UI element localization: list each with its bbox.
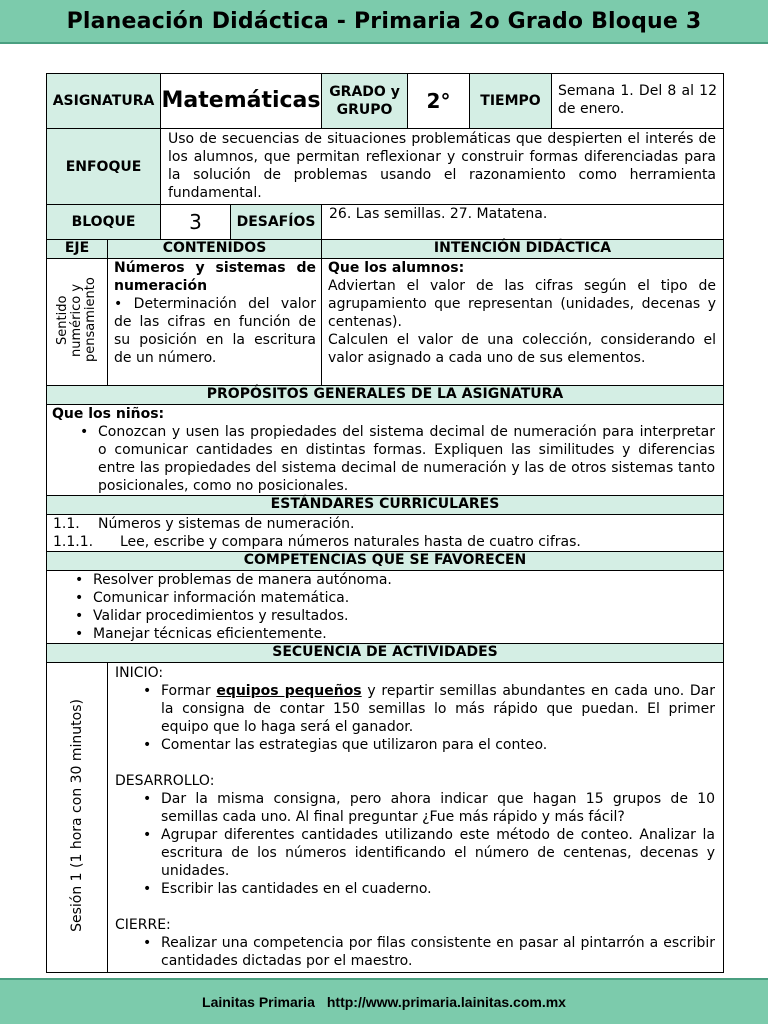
estandar-line-1: 1.1. Números y sistemas de numeración. (53, 516, 355, 532)
asignatura-label: ASIGNATURA (47, 74, 161, 129)
secuencia-heading: SECUENCIA DE ACTIVIDADES (47, 644, 724, 663)
bloque-label: BLOQUE (47, 205, 161, 240)
eje-cell (47, 259, 108, 386)
col-intencion: INTENCIÓN DIDÁCTICA (322, 240, 724, 259)
propositos-heading: PROPÓSITOS GENERALES DE LA ASIGNATURA (47, 386, 724, 405)
activities-cell (108, 663, 724, 973)
col-contenidos: CONTENIDOS (108, 240, 322, 259)
inicio-item-2: • Comentar las estrategias que utilizaron para el conteo. (115, 736, 715, 754)
grado-label: GRADO y GRUPO (322, 74, 408, 129)
tiempo-value: Semana 1. Del 8 al 12 de enero. (552, 74, 724, 129)
propositos-list (52, 423, 715, 495)
page-header (0, 0, 768, 44)
cierre-list (115, 934, 715, 970)
intencion-line-1: Adviertan el valor de las cifras según el tipo de agrupamiento que representan (unidades, decenas y centenas). (328, 278, 717, 330)
asignatura-value: Matemáticas (161, 74, 322, 129)
contenidos-cell (108, 259, 322, 386)
estandares-cell (47, 515, 724, 552)
page-title: Planeación Didáctica - Primaria 2o Grado Bloque 3 (66, 8, 702, 34)
propositos-lead: Que los niños: (52, 406, 165, 422)
inicio-item-1: • Formar equipos pequeños y repartir semillas abundantes en cada uno. Dar la consigna de contar 150 semillas lo más rápido que puedan. El primer equipo que lo haga será el ganador. (115, 682, 715, 736)
desafios-label: DESAFÍOS (231, 205, 322, 240)
cierre-item: • Realizar una competencia por filas consistente en pasar al pintarrón a escribir cantidades dictadas por el maestro. (115, 934, 715, 970)
estandar-line-2: 1.1.1. Lee, escribe y compara números naturales hasta de cuatro cifras. (53, 534, 581, 550)
footer-site-name: Lainitas Primaria (202, 994, 315, 1010)
intencion-title: Que los alumnos: (328, 260, 465, 276)
competencia-item: • Validar procedimientos y resultados. (47, 607, 717, 625)
session-label: Sesión 1 (1 hora con 30 minutos) (69, 698, 85, 932)
planning-table (46, 73, 724, 973)
competencias-list (47, 571, 717, 643)
desarrollo-item: • Escribir las cantidades en el cuaderno. (115, 880, 715, 898)
footer-url[interactable]: http://www.primaria.lainitas.com.mx (326, 994, 566, 1010)
grado-value: 2° (408, 74, 470, 129)
contenidos-text: • Determinación del valor de las cifras en función de su posición en la escritura de un número. (114, 296, 317, 366)
bloque-value: 3 (161, 205, 231, 240)
competencias-cell (47, 571, 724, 644)
inicio-label: INICIO: (115, 665, 164, 681)
intencion-line-2: Calculen el valor de una colección, considerando el valor asignado a cada uno de sus elementos. (328, 332, 717, 366)
desarrollo-label: DESARROLLO: (115, 773, 215, 789)
contenidos-title: Números y sistemas de numeración (114, 260, 317, 294)
competencia-item: • Manejar técnicas eficientemente. (47, 625, 717, 643)
competencia-item: • Comunicar información matemática. (47, 589, 717, 607)
estandares-heading: ESTÁNDARES CURRICULARES (47, 496, 724, 515)
eje-value: Sentido numérico y pensamiento (55, 277, 98, 362)
desarrollo-item: • Agrupar diferentes cantidades utilizando este método de conteo. Analizar la escritura de los números identificando el número de centenas, decenas y unidades. (115, 826, 715, 880)
desarrollo-list (115, 790, 715, 898)
intencion-cell (322, 259, 724, 386)
desarrollo-item: • Dar la misma consigna, pero ahora indicar que hagan 15 grupos de 10 semillas cada uno. Al final preguntar ¿Fue más rápido y más fácil? (115, 790, 715, 826)
enfoque-value: Uso de secuencias de situaciones problemáticas que despierten el interés de los alumnos, que permitan reflexionar y construir formas diferenciadas para la solución de problemas usando el razonamiento como herramienta fundamental. (161, 129, 724, 205)
competencia-item: • Resolver problemas de manera autónoma. (47, 571, 717, 589)
cierre-label: CIERRE: (115, 917, 171, 933)
col-eje: EJE (47, 240, 108, 259)
enfoque-label: ENFOQUE (47, 129, 161, 205)
inicio-list (115, 682, 715, 754)
page-footer (0, 978, 768, 1024)
tiempo-label: TIEMPO (470, 74, 552, 129)
session-cell (47, 663, 108, 973)
competencias-heading: COMPETENCIAS QUE SE FAVORECEN (47, 552, 724, 571)
propositos-item: • Conozcan y usen las propiedades del sistema decimal de numeración para interpretar o comunicar cantidades en distintas formas. Expliquen las similitudes y diferencias entre las propiedades del sistema decimal de numeración y las de otros sistemas tanto posicionales, como no posicionales. (52, 423, 715, 495)
desafios-value: 26. Las semillas. 27. Matatena. (322, 205, 724, 240)
propositos-cell (47, 405, 724, 496)
